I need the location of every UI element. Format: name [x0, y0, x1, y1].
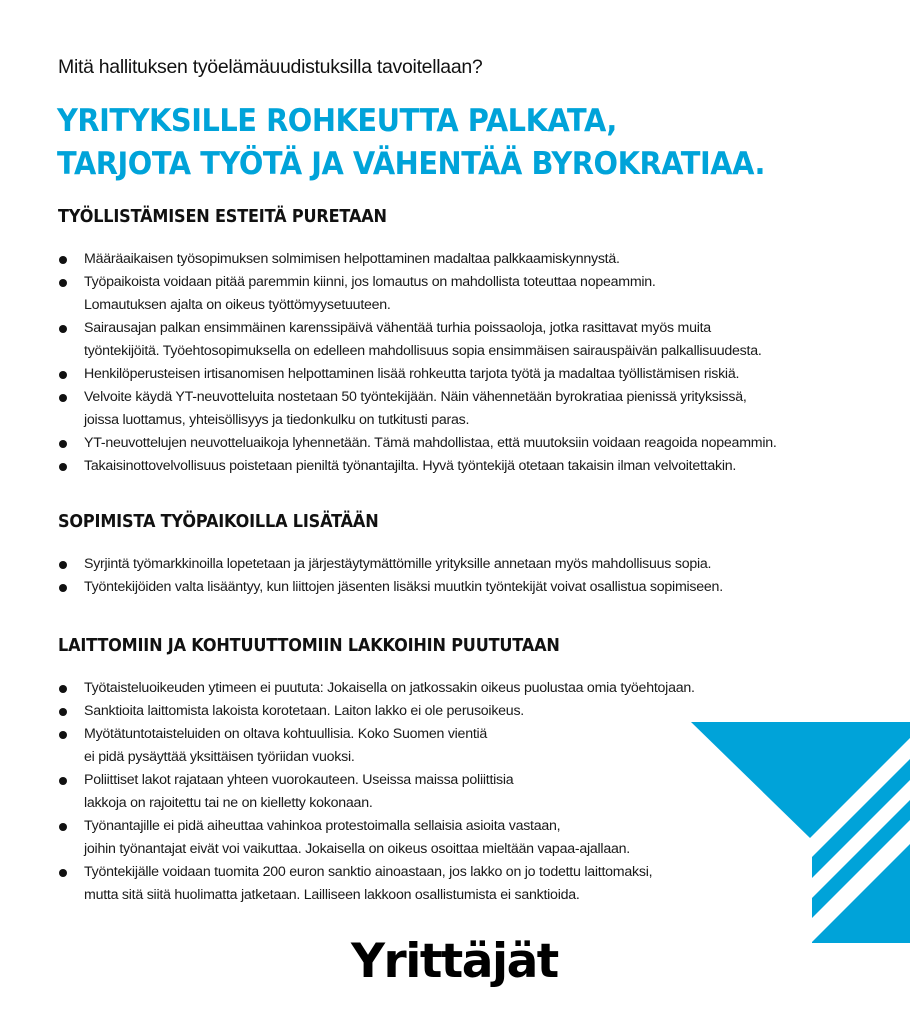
list-item: Sairausajan palkan ensimmäinen karenssipäivä vähentää turhia poissaoloja, jotka rasittavat myös muita työntekijöitä. Työehtosopimuksella on edelleen mahdollisuus sopia ensimmäisen sairauspäivän palkallisuudesta. — [58, 317, 777, 363]
list-item: Poliittiset lakot rajataan yhteen vuorokauteen. Useissa maissa poliittisia lakkoja on rajoitettu tai ne on kielletty kokonaan. — [58, 769, 695, 815]
list-item: Työntekijöiden valta lisääntyy, kun liittojen jäsenten lisäksi muutkin työntekijät voivat osallistua sopimiseen. — [58, 576, 723, 599]
yrittajat-logo: Yrittäjät — [351, 934, 558, 989]
section-title-employment: TYÖLLISTÄMISEN ESTEITÄ PURETAAN — [58, 207, 387, 227]
list-item: Määräaikaisen työsopimuksen solmimisen helpottaminen madaltaa palkkaamiskynnystä. — [58, 248, 777, 271]
list-item: Työpaikoista voidaan pitää paremmin kiinni, jos lomautus on mahdollista toteuttaa nopeammin. Lomautuksen ajalta on oikeus työttömyysetuuteen. — [58, 271, 777, 317]
decor-triangle — [691, 722, 910, 838]
list-item: Työntekijälle voidaan tuomita 200 euron sanktio ainoastaan, jos lakko on jo todettu laittomaksi, mutta sitä siitä huolimatta jatketaan. Lailliseen lakkoon osallistumista ei sanktioida. — [58, 861, 695, 907]
headline-line-2: TARJOTA TYÖTÄ JA VÄHENTÄÄ BYROKRATIAA. — [57, 146, 765, 182]
list-item: Sanktioita laittomista lakoista korotetaan. Laiton lakko ei ole perusoikeus. — [58, 700, 695, 723]
list-item: Velvoite käydä YT-neuvotteluita nostetaan 50 työntekijään. Näin vähennetään byrokratiaa pienissä yrityksissä, joissa luottamus, yhteisöllisyys ja tiedonkulku on tutkitusti paras. — [58, 386, 777, 432]
list-item: YT-neuvottelujen neuvotteluaikoja lyhennetään. Tämä mahdollistaa, että muutoksiin voidaan reagoida nopeammin. — [58, 432, 777, 455]
list-item: Työnantajille ei pidä aiheuttaa vahinkoa protestoimalla sellaisia asioita vastaan, joihin työnantajat eivät voi vaikuttaa. Jokaisella on oikeus osoittaa mieltään vapaa-ajallaan. — [58, 815, 695, 861]
list-item: Takaisinottovelvollisuus poistetaan pieniltä työnantajilta. Hyvä työntekijä otetaan takaisin ilman velvoitettakin. — [58, 455, 777, 478]
list-item: Työtaisteluoikeuden ytimeen ei puututa: Jokaisella on jatkossakin oikeus puolustaa omia työehtojaan. — [58, 677, 695, 700]
section-title-strikes: LAITTOMIIN JA KOHTUUTTOMIIN LAKKOIHIN PUUTUTAAN — [58, 636, 560, 656]
headline-line-1: YRITYKSILLE ROHKEUTTA PALKATA, — [57, 103, 617, 139]
list-item: Syrjintä työmarkkinoilla lopetetaan ja järjestäytymättömille yrityksille annetaan myös mahdollisuus sopia. — [58, 553, 723, 576]
list-item: Henkilöperusteisen irtisanomisen helpottaminen lisää rohkeutta tarjota työtä ja madaltaa työllistämisen riskiä. — [58, 363, 777, 386]
intro-question: Mitä hallituksen työelämäuudistuksilla tavoitellaan? — [58, 56, 483, 78]
list-item: Myötätuntotaisteluiden on oltava kohtuullisia. Koko Suomen vientiä ei pidä pysäyttää yksittäisen työriidan vuoksi. — [58, 723, 695, 769]
section-title-agreements: SOPIMISTA TYÖPAIKOILLA LISÄTÄÄN — [58, 512, 379, 532]
